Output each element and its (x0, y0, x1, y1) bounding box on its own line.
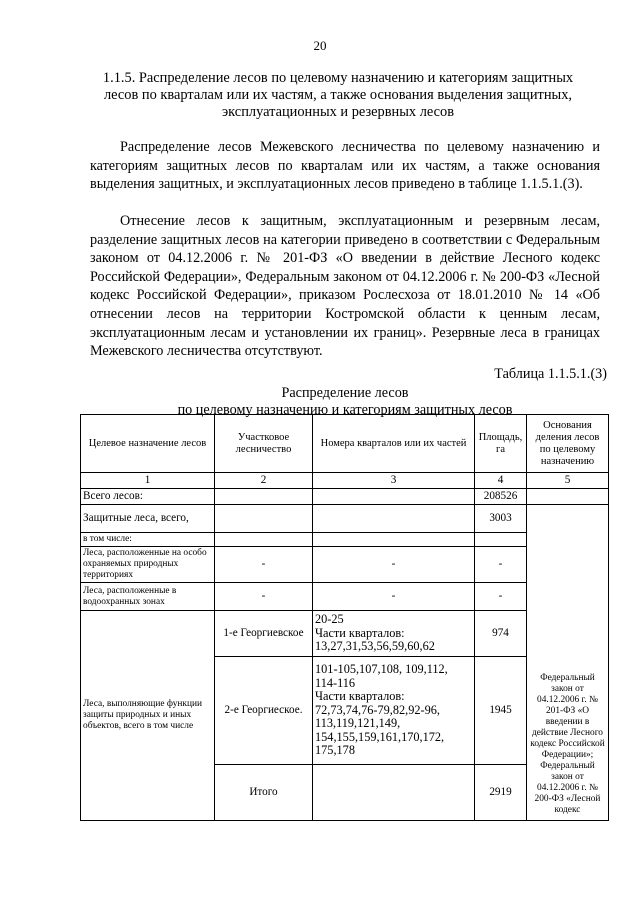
column-number: 1 (81, 473, 215, 489)
cell-empty (313, 765, 475, 821)
table-header-row (81, 415, 609, 473)
district-1-quarters-line: 13,27,31,53,56,59,60,62 (315, 639, 435, 654)
cell-oopt-district: - (215, 547, 313, 583)
cell-functions-label: Леса, выполняющие функции защиты природных и иных объектов, всего в том числе (81, 611, 215, 821)
header-district: Участковое лесничество (215, 415, 313, 473)
table-title-line-2: по целевому назначению и категориям защитных лесов (177, 402, 513, 418)
district-2-quarters-line: Части кварталов: (315, 689, 405, 704)
paragraph-classification: Отнесение лесов к защитным, эксплуатационным и резервным лесам, разделение защитных лесов на категории приведено в соответствии с Федеральным законом от 04.12.2006 г. № 201-ФЗ «О введении в действие Лесного кодекс Российской Федерации», Федеральным законом от 04.12.2006 г. № 200-ФЗ «Лесной кодекс Российской Федерации», приказом Рослесхоза от 18.01.2010 № 14 «Об отнесении лесов на территории Костромской области к ценным лесам, эксплуатационным лесам и установлении их границ». Резервные леса в границах Межевского лесничества отсутствуют. (90, 213, 600, 360)
cell-district-1-quarters (313, 611, 475, 657)
district-2-quarters-line: 101-105,107,108, 109,112, 114-116 (315, 661, 448, 690)
cell-empty (215, 489, 313, 505)
header-quarters: Номера кварталов или их частей (313, 415, 475, 473)
cell-itogo-label: Итого (215, 765, 313, 821)
cell-oopt-quarters: - (313, 547, 475, 583)
cell-empty (313, 533, 475, 547)
header-purpose: Целевое назначение лесов (81, 415, 215, 473)
cell-including-label: в том числе: (81, 533, 215, 547)
table-row-protective (81, 505, 609, 533)
section-heading: 1.1.5. Распределение лесов по целевому назначению и категориям защитных лесов по кварталам или их частям, а также основания выделения защитных, эксплуатационных и резервных лесов (102, 70, 574, 120)
paragraph-distribution: Распределение лесов Межевского лесничества по целевому назначению и категориям защитных лесов по кварталам или их частям, а также основания выделения защитных, и эксплуатационных лесов приведено в таблице 1.1.5.1.(3). (90, 139, 600, 193)
legal-basis-text: Федеральный закон от 04.12.2006 г. № 201-ФЗ «О введении в действие Лесного кодекс Российской Федерации»; Федеральный закон от 04.12.2006 г. № 200-ФЗ «Лесной кодекс (530, 673, 605, 815)
header-area: Площадь, га (475, 415, 527, 473)
column-number: 4 (475, 473, 527, 489)
cell-water-district: - (215, 583, 313, 611)
cell-empty (313, 505, 475, 533)
cell-protective-label: Защитные леса, всего, (81, 505, 215, 533)
cell-water-label: Леса, расположенные в водоохранных зонах (81, 583, 215, 611)
table-row-total (81, 489, 609, 505)
cell-itogo-area: 2919 (475, 765, 527, 821)
cell-oopt-area: - (475, 547, 527, 583)
cell-empty (215, 533, 313, 547)
district-2-quarters-line: 72,73,74,76-79,82,92-96, 113,119,121,149, 154,155,159,161,170,172, 175,178 (315, 702, 445, 758)
forest-distribution-table (80, 414, 609, 821)
cell-district-1-area: 974 (475, 611, 527, 657)
cell-empty (313, 489, 475, 505)
table-title-line-1: Распределение лесов (281, 385, 409, 401)
district-1-quarters-line: Части кварталов: (315, 625, 405, 640)
cell-empty (527, 489, 609, 505)
cell-legal-basis (527, 505, 609, 821)
cell-water-area: - (475, 583, 527, 611)
page-number: 20 (313, 38, 327, 53)
cell-empty (475, 533, 527, 547)
column-number: 3 (313, 473, 475, 489)
cell-protective-area: 3003 (475, 505, 527, 533)
cell-district-2-name: 2-е Георгиеское. (215, 657, 313, 765)
district-1-quarters-line: 20-25 (315, 612, 344, 627)
cell-district-2-quarters (313, 657, 475, 765)
cell-total-area: 208526 (475, 489, 527, 505)
cell-district-1-name: 1-е Георгиевское (215, 611, 313, 657)
cell-total-label: Всего лесов: (81, 489, 215, 505)
column-number: 5 (527, 473, 609, 489)
cell-oopt-label: Леса, расположенные на особо охраняемых природных территориях (81, 547, 215, 583)
column-number: 2 (215, 473, 313, 489)
cell-district-2-area: 1945 (475, 657, 527, 765)
table-label: Таблица 1.1.5.1.(3) (494, 366, 607, 382)
cell-empty (215, 505, 313, 533)
header-basis: Основания деления лесов по целевому назначению (527, 415, 609, 473)
cell-water-quarters: - (313, 583, 475, 611)
column-number-row (81, 473, 609, 489)
